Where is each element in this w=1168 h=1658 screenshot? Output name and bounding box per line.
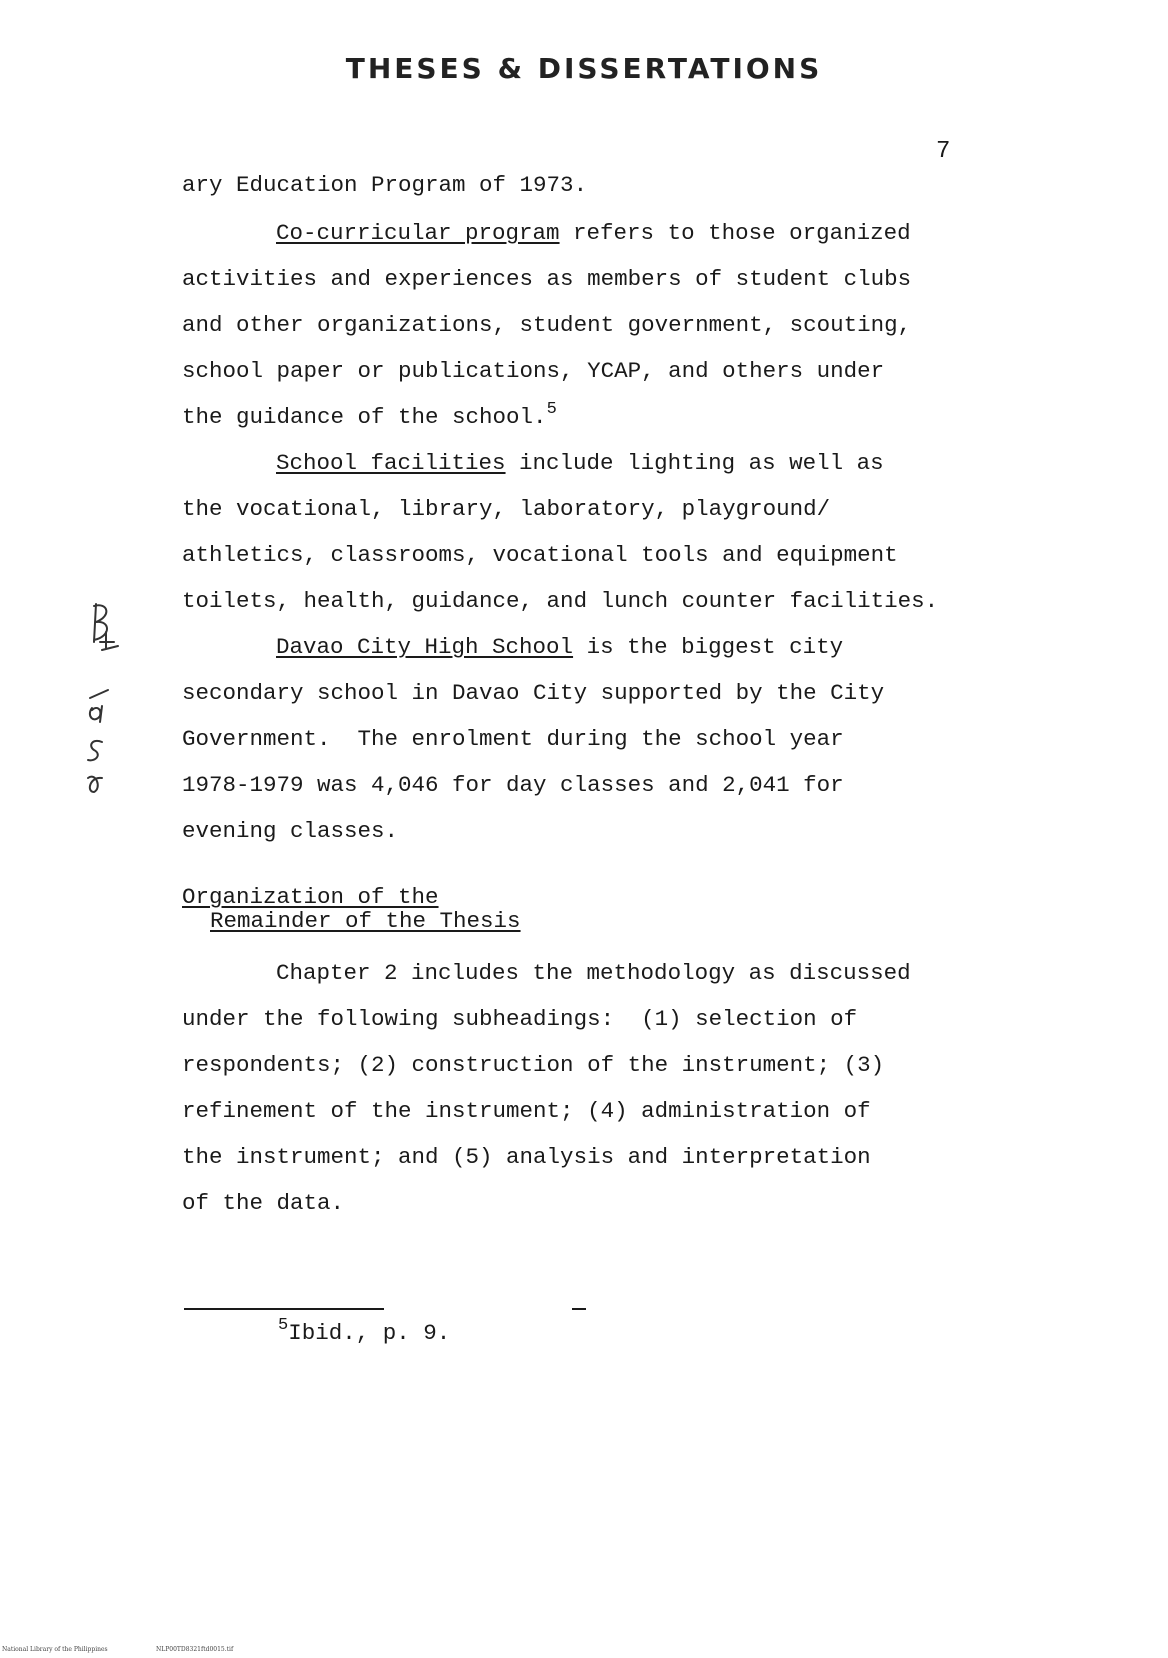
paragraph-first-line [276, 632, 843, 662]
footer-source: National Library of the Philippines [2, 1646, 108, 1653]
text-line: evening classes. [182, 818, 399, 844]
page-number: 7 [936, 138, 951, 165]
theses-dissertations-stamp: THESES & DISSERTATIONS [345, 52, 823, 85]
footnote-text: Ibid., p. 9. [288, 1320, 451, 1346]
text-line: ary Education Program of 1973. [182, 172, 588, 198]
paragraph-first-line [276, 218, 911, 248]
defined-term: School facilities [276, 450, 506, 476]
text-line: Government. The enrolment during the school year [182, 726, 844, 752]
footnote-dash [572, 1308, 586, 1310]
text-fragment: refers to those organized [559, 220, 911, 246]
text-line: under the following subheadings: (1) selection of [182, 1006, 858, 1032]
footnote-rule [184, 1308, 384, 1310]
defined-term: Co-curricular program [276, 220, 560, 246]
paragraph-first-line [276, 448, 884, 478]
text-line: secondary school in Davao City supported by the City [182, 680, 885, 706]
handwritten-margin-annotation [82, 602, 152, 822]
text-line: athletics, classrooms, vocational tools and equipment [182, 542, 898, 568]
text-line: activities and experiences as members of student clubs [182, 266, 912, 292]
footnote-reference: 5 [546, 400, 557, 419]
text-line: the vocational, library, laboratory, playground/ [182, 496, 831, 522]
footnote [278, 1318, 450, 1348]
text-line: and other organizations, student government, scouting, [182, 312, 912, 338]
text-line: respondents; (2) construction of the instrument; (3) [182, 1052, 885, 1078]
paragraph-first-line: Chapter 2 includes the methodology as discussed [276, 960, 911, 986]
text-line: school paper or publications, YCAP, and others under [182, 358, 885, 384]
text-fragment: is the biggest city [573, 634, 844, 660]
footer-filename: NLP00TD8321ftd0015.tif [156, 1646, 234, 1653]
text-line: the instrument; and (5) analysis and interpretation [182, 1144, 871, 1170]
text-line: of the data. [182, 1190, 345, 1216]
text-line: toilets, health, guidance, and lunch counter facilities. [182, 588, 939, 614]
footnote-number: 5 [278, 1316, 289, 1335]
section-heading-line-1: Organization of the [182, 884, 439, 910]
text-fragment: include lighting as well as [505, 450, 884, 476]
defined-term: Davao City High School [276, 634, 574, 660]
paragraph-last-line [182, 402, 557, 432]
text-fragment: the guidance of the school. [182, 404, 547, 430]
text-line: refinement of the instrument; (4) administration of [182, 1098, 871, 1124]
section-heading-line-2: Remainder of the Thesis [210, 908, 521, 934]
text-line: 1978-1979 was 4,046 for day classes and 2,041 for [182, 772, 844, 798]
